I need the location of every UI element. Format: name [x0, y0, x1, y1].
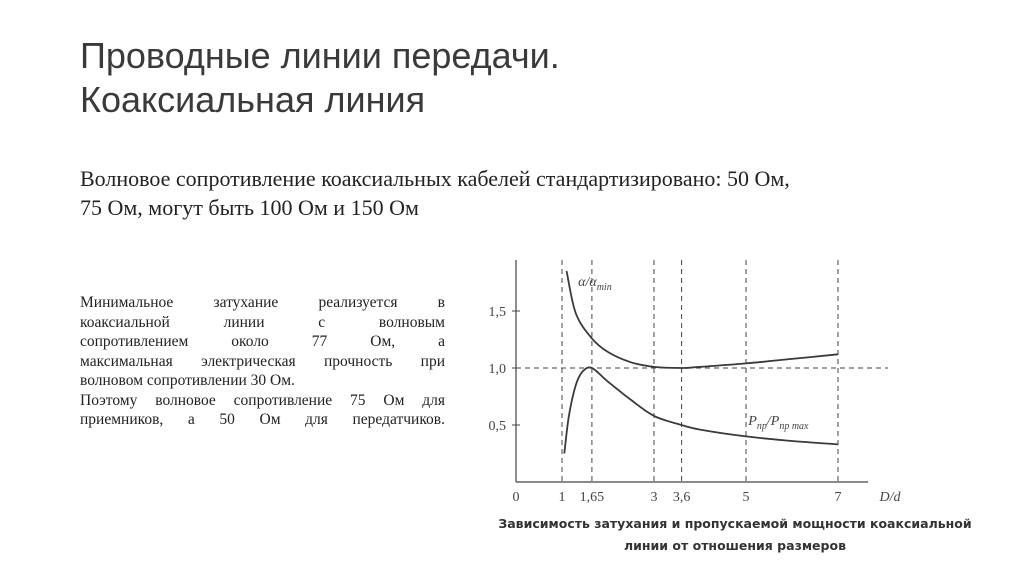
- x-tick-label: 7: [834, 490, 842, 505]
- x-tick-label: 5: [742, 490, 750, 505]
- chart-svg: [468, 248, 1008, 513]
- attenuation-curve-label: $\alpha/\alpha_{min}$: [578, 274, 612, 293]
- subtitle-line-2: 75 Ом, могут быть 100 Ом и 150 Ом: [80, 195, 419, 220]
- chart-caption-line-2: линии от отношения размеров: [624, 538, 846, 553]
- x-tick-label: 3: [650, 490, 658, 505]
- y-tick-label: 0,5: [488, 419, 506, 434]
- chart-layer: [489, 260, 902, 505]
- chart-container: [468, 248, 1008, 558]
- body-line: максимальная электрическая прочность при: [80, 352, 445, 370]
- slide-title: [80, 34, 940, 122]
- chart-caption: [470, 513, 1000, 557]
- slide-title-line-1: Проводные линии передачи.: [80, 35, 560, 76]
- y-tick-label: 1,5: [488, 305, 506, 320]
- x-axis-label: D/d: [879, 490, 901, 505]
- body-line: коаксиальной линии с волновым: [80, 313, 445, 331]
- subtitle: [80, 164, 940, 222]
- x-tick-label: 1: [558, 490, 566, 505]
- body-text: [80, 293, 445, 430]
- body-line: Минимальное затухание реализуется в: [80, 294, 445, 311]
- chart-caption-line-1: Зависимость затухания и пропускаемой мощности коаксиальной: [498, 516, 972, 531]
- body-line: приемников, а 50 Ом для передатчиков.: [80, 411, 445, 428]
- body-line: волновом сопротивлении 30 Ом.: [80, 372, 295, 389]
- subtitle-line-1: Волновое сопротивление коаксиальных кабелей стандартизировано: 50 Ом,: [80, 166, 790, 191]
- x-tick-label: 0: [512, 490, 520, 505]
- x-tick-label: 1,65: [579, 490, 605, 505]
- body-line: сопротивлением около 77 Ом, а: [80, 333, 445, 350]
- power-curve-label: $P_{пр}/P_{пр max}$: [748, 414, 809, 432]
- slide-title-line-2: Коаксиальная линия: [80, 79, 426, 120]
- y-tick-label: 1,0: [488, 362, 506, 377]
- power-curve: [564, 367, 838, 453]
- body-line: Поэтому волновое сопротивление 75 Ом для: [80, 391, 445, 409]
- x-tick-label: 3,6: [672, 490, 691, 505]
